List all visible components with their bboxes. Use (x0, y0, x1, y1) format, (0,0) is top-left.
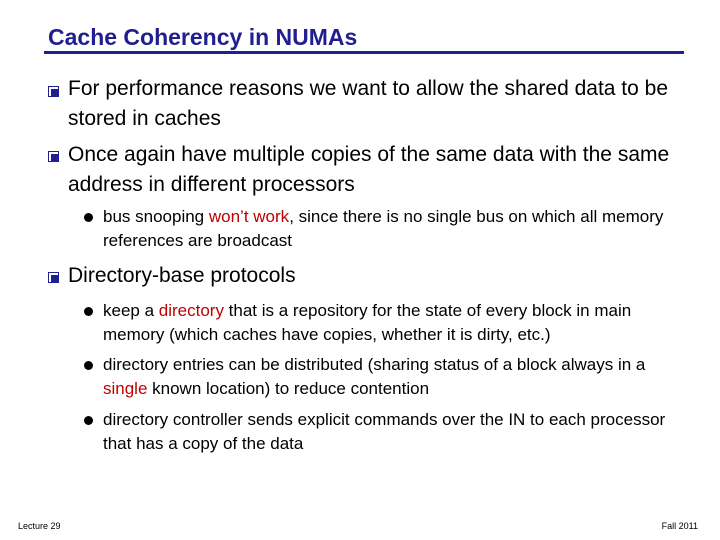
footer-lecture: Lecture 29 (18, 521, 61, 531)
title-underline (44, 51, 684, 54)
sub-text-pre: directory entries can be distributed (sharing status of a block always in a (103, 355, 646, 374)
sub-bullet-text (103, 353, 693, 401)
sub-text-highlight: single (103, 379, 148, 398)
sub-bullet-text (103, 408, 693, 456)
sub-text-pre: keep a (103, 301, 159, 320)
round-bullet-icon (84, 361, 93, 370)
round-bullet-icon (84, 416, 93, 425)
sub-text-highlight: won’t work (208, 207, 290, 226)
sub-text-post: known location) to reduce contention (147, 379, 430, 398)
round-bullet-icon (84, 213, 93, 222)
sub-text-post: that is a repository for the state of every block in main memory (which caches have copies, whether it is dirty, etc.) (103, 301, 632, 344)
square-bullet-icon (48, 86, 59, 97)
bullet-text: Directory-base protocols (68, 264, 296, 287)
sub-bullet-text (103, 299, 693, 347)
round-bullet-icon (84, 307, 93, 316)
sub-text-highlight: directory (158, 301, 224, 320)
bullet-text: For performance reasons we want to allow the shared data to be stored in caches (68, 77, 668, 130)
bullet-text: Once again have multiple copies of the same data with the same address in different processors (68, 143, 670, 196)
square-bullet-icon (48, 272, 59, 283)
sub-text-post: , since there is no single bus on which all memory references are broadcast (103, 207, 664, 250)
sub-text-pre: bus snooping (103, 207, 209, 226)
slide-title: Cache Coherency in NUMAs (48, 24, 358, 50)
footer-term: Fall 2011 (661, 521, 698, 531)
square-bullet-icon (48, 151, 59, 162)
sub-text-pre: directory controller sends explicit commands over the IN to each processor that has a copy of the data (103, 410, 666, 453)
sub-bullet-text (103, 205, 693, 253)
